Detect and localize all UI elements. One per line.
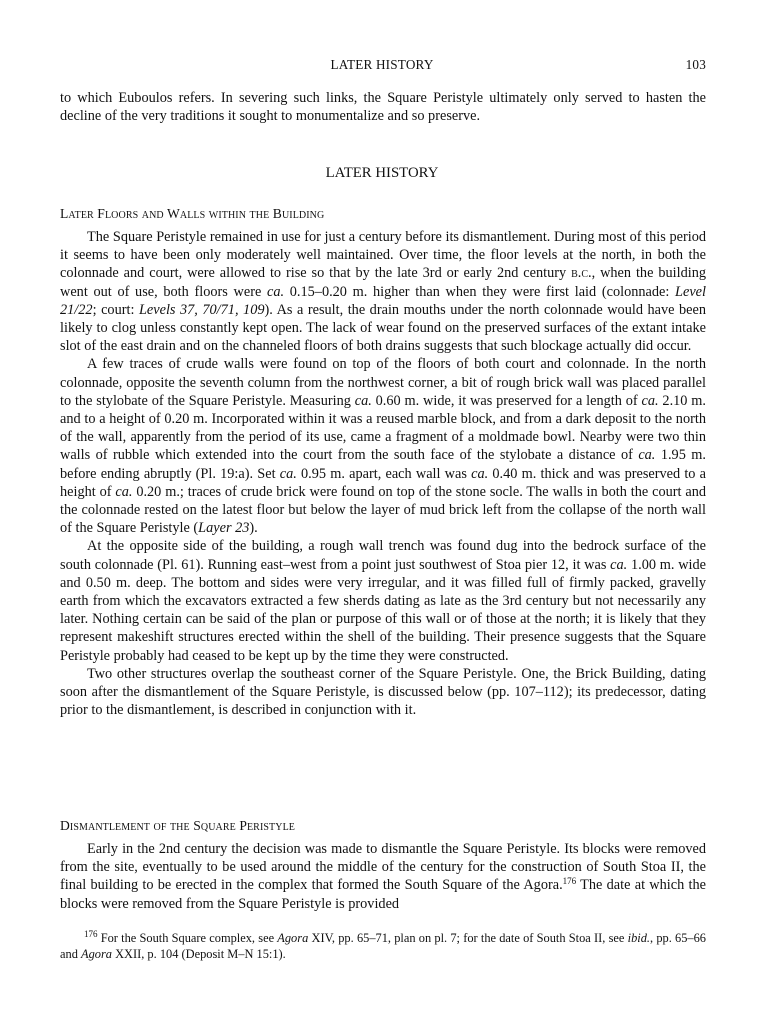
subsection-body-dismantlement (60, 840, 706, 913)
layer-reference: Layer 23 (198, 520, 250, 537)
paragraph (60, 228, 706, 355)
series-title: Agora (81, 947, 112, 961)
text-run: XIV, pp. 65–71, plan on pl. 7; for the date of South Stoa II, see (308, 931, 628, 945)
running-head (0, 57, 764, 77)
footnote-number: 176 (84, 929, 98, 939)
paragraph: Two other structures overlap the southeast corner of the Square Peristyle. One, the Brick Building, dating soon after the dismantlement of the Square Peristyle, is discussed below (pp. 107–112); its predecessor, dating prior to the dismantlement, is described in conjunction with it. (60, 665, 706, 719)
italic-abbreviation: ca. (471, 465, 489, 482)
italic-abbreviation: ca. (641, 392, 659, 409)
era-abbreviation: b.c. (571, 265, 592, 282)
text-run: ). As a result, the drain mouths under the north colonnade would have been likely to clog unless constantly kept open. The lack of wear found on the preserved surfaces of the extant intake slot of the east drain and on the channeled floors of both drains suggests that such blockage actually did occur. (60, 301, 706, 355)
italic-abbreviation: ca. (279, 465, 297, 482)
italic-abbreviation: ca. (115, 483, 133, 500)
text-run: , pp. 65–66 and (60, 931, 706, 961)
text-run: 0.15–0.20 m. higher than when they were first laid (colonnade: (284, 283, 676, 300)
text-run: ). (249, 520, 258, 537)
text-run: 0.20 m.; traces of crude brick were found on top of the stone socle. The walls in both the court and the colonnade rested on the latest floor but below the layer of mud brick left from the collapse of the north wall of the Square Peristyle ( (60, 483, 707, 537)
text-run: The Square Peristyle remained in use for just a century before its dismantlement. During most of this period it seems to have been only moderately well maintained. Over time, the floor levels at the north, in both the colonnade and court, were allowed to rise so that by the late 3rd or early 2nd century (60, 229, 706, 282)
footnote-text (60, 930, 706, 962)
page-number: 103 (685, 57, 706, 72)
text-run: At the opposite side of the building, a rough wall trench was found dug into the bedrock surface of the south colonnade (Pl. 61). Running east–west from a point just southwest of Stoa pier 12, it was (60, 538, 706, 573)
subsection-heading-dismantlement: Dismantlement of the Square Peristyle (60, 818, 295, 833)
text-run: ; court: (92, 301, 139, 318)
intro-paragraph (60, 89, 706, 125)
section-title: LATER HISTORY (325, 165, 439, 181)
text-run: XXII, p. 104 (Deposit M–N 15:1). (111, 947, 286, 961)
ibid-abbreviation: ibid. (627, 931, 650, 945)
text-run: 0.95 m. apart, each wall was (296, 465, 472, 482)
text-run: 0.40 m. thick and was preserved to a height of (60, 465, 707, 500)
paragraph (60, 355, 706, 537)
level-reference: Level 21/22 (60, 283, 706, 318)
subsection-heading-later-floors: Later Floors and Walls within the Building (60, 206, 325, 221)
footnote-reference: 176 (562, 876, 577, 887)
text-run: 1.00 m. wide and 0.50 m. deep. The bottom and sides were very irregular, and it was filled full of firmly packed, gravelly earth from which the excavators extracted a few sherds dating as late as the 3rd century but not necessarily any later. Nothing certain can be said of the plan or purpose of this wall or of those at the north; it is likely that they represent makeshift structures erected within the shell of the building. Their presence suggests that the Square Peristyle probably had ceased to be kept up by the time they were constructed. (60, 556, 706, 664)
italic-abbreviation: ca. (638, 447, 656, 464)
italic-abbreviation: ca. (267, 283, 285, 300)
level-reference: Levels 37, 70/71, 109 (138, 301, 265, 318)
text-run: 0.60 m. wide, it was preserved for a length of (371, 392, 642, 409)
text-run: , when the building went out of use, both floors were (60, 265, 707, 300)
paragraph (60, 537, 706, 664)
italic-abbreviation: ca. (610, 556, 628, 573)
text-run: 1.95 m. before ending abruptly (Pl. 19:a). Set (60, 447, 706, 482)
text-run: 2.10 m. and to a height of 0.20 m. Incorporated within it was a reused marble block, and from a dark deposit to the north of the wall, apparently from the period of its use, came a fragment of a moldmade bowl. Nearby were two thin walls of rubble which extended into the court from the south face of the stylobate a distance of (60, 392, 706, 464)
running-head-title: LATER HISTORY (330, 57, 434, 72)
footnote (60, 930, 706, 962)
italic-abbreviation: ca. (354, 392, 372, 409)
text-run: Early in the 2nd century the decision was made to dismantle the Square Peristyle. Its blocks were removed from the site, eventually to be used around the middle of the century for the construction of South Stoa II, the final building to be erected in the complex that formed the South Square of the Agora. (60, 841, 706, 894)
subsection-body-later-floors (60, 228, 706, 719)
series-title: Agora (277, 931, 309, 945)
text-run: For the South Square complex, see (97, 931, 278, 945)
text-run: The date at which the blocks were removed from the Square Peristyle is provided (60, 877, 706, 912)
paragraph: to which Euboulos refers. In severing such links, the Square Peristyle ultimately only served to hasten the decline of the very traditions it sought to monumentalize and so preserve. (60, 90, 706, 125)
paragraph (60, 840, 706, 913)
text-run: A few traces of crude walls were found on top of the floors of both court and colonnade. In the north colonnade, opposite the seventh column from the northwest corner, a bit of rough brick wall was placed parallel to the stylobate of the Square Peristyle. Measuring (60, 356, 706, 409)
